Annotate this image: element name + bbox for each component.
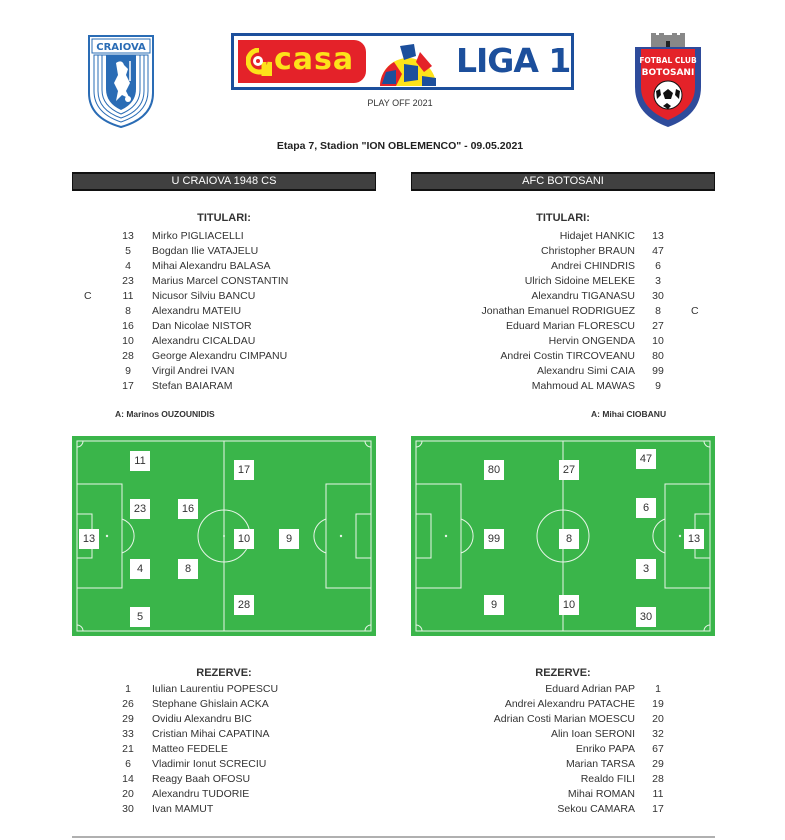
player-number: 80 — [652, 350, 664, 362]
player-name: Alexandru TIGANASU — [531, 290, 635, 302]
player-number: 17 — [122, 380, 134, 392]
captain-marker: C — [84, 290, 92, 302]
player-name: Bogdan Ilie VATAJELU — [152, 245, 259, 257]
away-reserve-row — [375, 772, 705, 787]
away-starter-row — [375, 289, 705, 304]
player-name: Eduard Marian FLORESCU — [506, 320, 635, 332]
player-name: Enriko PAPA — [575, 743, 635, 755]
player-name: Alin Ioan SERONI — [550, 728, 635, 740]
away-reserve-row — [375, 727, 705, 742]
svg-text:BOTOSANI: BOTOSANI — [641, 68, 695, 78]
away-starter-row — [375, 229, 705, 244]
home-coach: A: Marinos OUZOUNIDIS — [115, 409, 215, 419]
home-reserve-row — [84, 727, 324, 742]
player-name: Adrian Costi Marian MOESCU — [493, 713, 635, 725]
away-reserve-row — [375, 802, 705, 817]
player-number: 29 — [122, 713, 134, 725]
home-reserve-row — [84, 757, 324, 772]
formation-player-marker: 8 — [559, 529, 579, 549]
captain-marker: C — [691, 305, 699, 317]
player-name: Nicusor Silviu BANCU — [152, 290, 256, 302]
away-starter-row — [375, 259, 705, 274]
formation-player-marker: 17 — [234, 460, 254, 480]
player-number: 99 — [652, 365, 664, 377]
away-reserve-row — [375, 757, 705, 772]
player-number: 10 — [122, 335, 134, 347]
home-starter-row — [84, 259, 324, 274]
player-number: 6 — [125, 758, 131, 770]
player-number: 16 — [122, 320, 134, 332]
player-number: 1 — [125, 683, 131, 695]
away-reserves-label: REZERVE: — [535, 667, 591, 679]
player-number: 5 — [125, 245, 131, 257]
home-formation-pitch — [72, 436, 376, 636]
player-number: 47 — [652, 245, 664, 257]
player-number: 14 — [122, 773, 134, 785]
pitch-markings — [75, 439, 373, 633]
player-number: 33 — [122, 728, 134, 740]
player-number: 20 — [652, 713, 664, 725]
formation-player-marker: 16 — [178, 499, 198, 519]
formation-player-marker: 6 — [636, 498, 656, 518]
away-starter-row — [375, 334, 705, 349]
player-number: 19 — [652, 698, 664, 710]
player-number: 26 — [122, 698, 134, 710]
away-starters-label: TITULARI: — [536, 212, 590, 224]
formation-player-marker: 11 — [130, 451, 150, 471]
player-name: Alexandru MATEIU — [152, 305, 242, 317]
away-formation-pitch — [411, 436, 715, 636]
svg-text:FOTBAL CLUB: FOTBAL CLUB — [639, 56, 697, 65]
competition-subtitle: PLAY OFF 2021 — [367, 98, 433, 108]
home-starter-row — [84, 244, 324, 259]
player-name: Andrei Alexandru PATACHE — [504, 698, 635, 710]
player-name: Mirko PIGLIACELLI — [152, 230, 244, 242]
player-number: 11 — [652, 788, 664, 800]
away-starter-row — [375, 244, 705, 259]
away-coach: A: Mihai CIOBANU — [591, 409, 667, 419]
player-number: 17 — [652, 803, 664, 815]
player-name: Mahmoud AL MAWAS — [531, 380, 635, 392]
player-number: 28 — [652, 773, 664, 785]
away-reserve-row — [375, 742, 705, 757]
player-number: 3 — [655, 275, 661, 287]
player-name: Hervin ONGENDA — [548, 335, 635, 347]
home-starters-label: TITULARI: — [197, 212, 251, 224]
player-number: 27 — [652, 320, 664, 332]
formation-player-marker: 23 — [130, 499, 150, 519]
craiova-crest-icon — [86, 33, 156, 129]
player-number: 67 — [652, 743, 664, 755]
player-number: 13 — [652, 230, 664, 242]
home-reserve-row — [84, 772, 324, 787]
player-name: Stefan BAIARAM — [152, 380, 233, 392]
player-name: Iulian Laurentiu POPESCU — [152, 683, 279, 695]
away-reserve-row — [375, 697, 705, 712]
away-starter-row — [375, 319, 705, 334]
formation-player-marker: 13 — [684, 529, 704, 549]
away-starter-row — [375, 304, 705, 319]
player-number: 8 — [655, 305, 661, 317]
formation-player-marker: 4 — [130, 559, 150, 579]
player-name: Ulrich Sidoine MELEKE — [524, 275, 635, 287]
formation-player-marker: 47 — [636, 449, 656, 469]
home-reserve-row — [84, 802, 324, 817]
player-number: 23 — [122, 275, 134, 287]
player-number: 21 — [122, 743, 134, 755]
formation-player-marker: 3 — [636, 559, 656, 579]
page-divider — [72, 836, 715, 838]
home-starter-row — [84, 379, 324, 394]
formation-player-marker: 10 — [234, 529, 254, 549]
home-reserve-row — [84, 682, 324, 697]
player-number: 13 — [122, 230, 134, 242]
player-name: Stephane Ghislain ACKA — [152, 698, 269, 710]
formation-player-marker: 99 — [484, 529, 504, 549]
botosani-crest-icon — [633, 33, 703, 129]
player-name: Jonathan Emanuel RODRIGUEZ — [481, 305, 635, 317]
player-name: Hidajet HANKIC — [559, 230, 635, 242]
player-name: Dan Nicolae NISTOR — [152, 320, 252, 332]
league-ball-icon — [374, 38, 442, 88]
home-reserve-row — [84, 712, 324, 727]
player-name: Mihai ROMAN — [567, 788, 635, 800]
player-name: Vladimir Ionut SCRECIU — [152, 758, 267, 770]
player-name: Eduard Adrian PAP — [545, 683, 635, 695]
player-name: Matteo FEDELE — [152, 743, 228, 755]
player-name: Mihai Alexandru BALASA — [152, 260, 271, 272]
player-name: Realdo FILI — [580, 773, 635, 785]
away-starter-row — [375, 379, 705, 394]
home-starter-row — [84, 304, 324, 319]
home-reserve-row — [84, 787, 324, 802]
player-number: 30 — [652, 290, 664, 302]
player-name: Reagy Baah OFOSU — [152, 773, 251, 785]
formation-player-marker: 9 — [279, 529, 299, 549]
player-number: 29 — [652, 758, 664, 770]
player-number: 20 — [122, 788, 134, 800]
player-number: 6 — [655, 260, 661, 272]
player-name: Alexandru TUDORIE — [152, 788, 250, 800]
player-name: Virgil Andrei IVAN — [152, 365, 235, 377]
player-name: George Alexandru CIMPANU — [152, 350, 288, 362]
player-number: 8 — [125, 305, 131, 317]
home-reserve-row — [84, 697, 324, 712]
formation-player-marker: 9 — [484, 595, 504, 615]
player-number: 32 — [652, 728, 664, 740]
svg-text:CRAIOVA: CRAIOVA — [96, 42, 146, 53]
home-starter-row — [84, 334, 324, 349]
player-name: Marian TARSA — [565, 758, 635, 770]
away-starter-row — [375, 349, 705, 364]
home-starter-row — [84, 364, 324, 379]
league-banner: casa LIGA 1 — [231, 33, 574, 90]
player-name: Andrei CHINDRIS — [550, 260, 635, 272]
player-number: 1 — [655, 683, 661, 695]
sponsor-logo: casa — [238, 40, 366, 83]
formation-player-marker: 10 — [559, 595, 579, 615]
away-reserve-row — [375, 712, 705, 727]
player-number: 10 — [652, 335, 664, 347]
player-number: 9 — [125, 365, 131, 377]
home-starter-row — [84, 289, 324, 304]
player-number: 9 — [655, 380, 661, 392]
home-starter-row — [84, 349, 324, 364]
away-starter-row — [375, 274, 705, 289]
player-name: Alexandru Simi CAIA — [536, 365, 635, 377]
player-name: Alexandru CICALDAU — [152, 335, 256, 347]
formation-player-marker: 80 — [484, 460, 504, 480]
player-name: Sekou CAMARA — [557, 803, 635, 815]
away-starter-row — [375, 364, 705, 379]
player-name: Cristian Mihai CAPATINA — [152, 728, 270, 740]
formation-player-marker: 27 — [559, 460, 579, 480]
player-number: 30 — [122, 803, 134, 815]
home-starter-row — [84, 229, 324, 244]
home-starter-row — [84, 274, 324, 289]
formation-player-marker: 8 — [178, 559, 198, 579]
player-number: 28 — [122, 350, 134, 362]
player-name: Andrei Costin TIRCOVEANU — [500, 350, 635, 362]
formation-player-marker: 30 — [636, 607, 656, 627]
home-starter-row — [84, 319, 324, 334]
home-reserves-label: REZERVE: — [196, 667, 252, 679]
home-team-header: U CRAIOVA 1948 CS — [72, 172, 376, 191]
formation-player-marker: 5 — [130, 607, 150, 627]
match-info: Etapa 7, Stadion "ION OBLEMENCO" - 09.05.2021 — [276, 140, 524, 152]
player-name: Christopher BRAUN — [541, 245, 635, 257]
player-number: 11 — [122, 290, 134, 302]
home-reserve-row — [84, 742, 324, 757]
player-name: Ovidiu Alexandru BIC — [152, 713, 252, 725]
player-name: Marius Marcel CONSTANTIN — [152, 275, 289, 287]
player-number: 4 — [125, 260, 131, 272]
away-reserve-row — [375, 682, 705, 697]
formation-player-marker: 13 — [79, 529, 99, 549]
away-reserve-row — [375, 787, 705, 802]
formation-player-marker: 28 — [234, 595, 254, 615]
away-team-header: AFC BOTOSANI — [411, 172, 715, 191]
sponsor-mark-icon — [246, 48, 272, 76]
player-name: Ivan MAMUT — [152, 803, 214, 815]
